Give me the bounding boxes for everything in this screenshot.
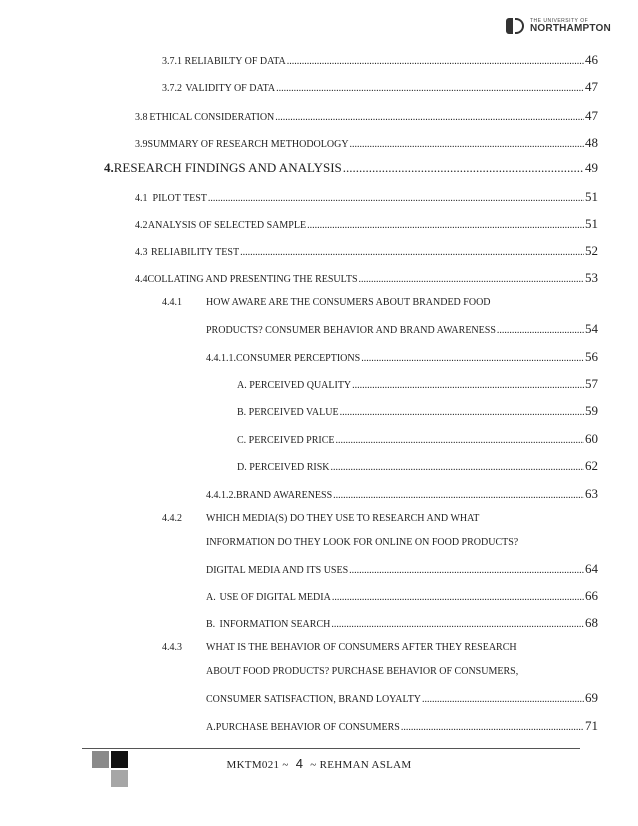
toc-page: 48 [585,135,598,150]
leader-dots [333,490,584,501]
toc-page: 46 [585,52,598,67]
toc-entry-4-4-1-line1[interactable] [162,297,491,308]
leader-dots [307,220,584,231]
toc-number: 4.4.1 [162,297,182,308]
leader-dots [331,619,584,630]
toc-entry-perceived-price[interactable] [237,431,598,447]
toc-number: 4. [104,160,114,175]
toc-entry-4-4-3-line2[interactable] [206,666,518,677]
toc-entry-purchase-behavior[interactable] [206,718,598,734]
toc-entry-3-9[interactable] [135,135,598,151]
toc-number: A. [206,722,216,733]
toc-number: 4.2 [135,220,148,231]
toc-title: PURCHASE BEHAVIOR OF CONSUMERS [215,722,400,733]
toc-title: WHICH MEDIA(S) DO THEY USE TO RESEARCH AND WHAT [206,513,480,524]
toc-entry-4-4-2-line1[interactable] [162,513,479,524]
footer-square-light [111,770,128,787]
toc-entry-4[interactable] [104,160,598,176]
toc-entry-use-of-digital-media[interactable] [206,588,598,604]
toc-title: ABOUT FOOD PRODUCTS? PURCHASE BEHAVIOR OF CONSUMERS, [206,666,519,677]
toc-title: CONSUMER SATISFACTION, BRAND LOYALTY [206,694,422,705]
toc-number: 4.3 [135,247,148,258]
leader-dots [208,193,584,204]
university-logo [506,14,618,38]
toc-title: WHAT IS THE BEHAVIOR OF CONSUMERS AFTER THEY RESEARCH [206,642,517,653]
toc-entry-information-search[interactable] [206,615,598,631]
toc-title: INFORMATION DO THEY LOOK FOR ONLINE ON FOOD PRODUCTS? [206,537,519,548]
toc-number: 3.8 [135,112,148,123]
leader-dots [422,694,584,705]
leader-dots [350,139,584,150]
toc-page: 68 [585,615,598,630]
toc-title: COLLATING AND PRESENTING THE RESULTS [147,274,358,285]
toc-entry-perceived-risk[interactable] [237,458,598,474]
leader-dots [276,83,584,94]
toc-page: 47 [585,108,598,123]
toc-title: INFORMATION SEARCH [219,619,331,630]
toc-page: 59 [585,403,598,418]
toc-page: 62 [585,458,598,473]
leader-dots [287,56,584,67]
toc-number: 4.4.1.2. [206,490,236,501]
leader-dots [240,247,584,258]
toc-number: 3.7.1 [162,56,182,67]
toc-title: SUMMARY OF RESEARCH METHODOLOGY [147,139,349,150]
logo-line-1: THE UNIVERSITY OF [530,17,589,24]
leader-dots [343,160,584,176]
toc-page: 49 [585,160,598,175]
toc-title: HOW AWARE ARE THE CONSUMERS ABOUT BRANDED FOOD [206,297,491,308]
toc-page: 66 [585,588,598,603]
leader-dots [331,462,584,473]
toc-title: RESEARCH FINDINGS AND ANALYSIS [113,160,342,175]
toc-title: C. PERCEIVED PRICE [237,435,335,446]
toc-entry-4-4-2-line2[interactable] [206,537,518,548]
logo-line-2: NORTHAMPTON [530,22,611,34]
toc-title: ANALYSIS OF SELECTED SAMPLE [147,220,307,231]
toc-number: B. [206,619,216,630]
footer-course-code: MKTM021 ~ [226,759,289,771]
leader-dots [349,565,584,576]
toc-entry-4-4-1-1[interactable] [206,349,598,365]
toc-title: RELIABILITY TEST [151,247,240,258]
leader-dots [352,380,584,391]
toc-number: 4.4.1.1. [206,353,236,364]
toc-title: RELIABILTY OF DATA [184,56,286,67]
toc-entry-perceived-value[interactable] [237,403,598,419]
toc-page: 54 [585,321,598,336]
toc-number: 4.4.2 [162,513,182,524]
toc-entry-4-4[interactable] [135,270,598,286]
toc-page: 69 [585,690,598,705]
toc-entry-3-7-1[interactable] [162,52,598,68]
leader-dots [340,407,584,418]
toc-page: 64 [585,561,598,576]
toc-number: 4.4.3 [162,642,182,653]
toc-title: VALIDITY OF DATA [185,83,276,94]
toc-page: 51 [585,189,598,204]
toc-entry-4-2[interactable] [135,216,598,232]
toc-number: 3.7.2 [162,83,182,94]
leader-dots [336,435,584,446]
footer-page-number: 4 [295,756,304,771]
toc-title: PILOT TEST [152,193,207,204]
toc-page: 63 [585,486,598,501]
toc-page: 52 [585,243,598,258]
toc-entry-4-4-2-line3[interactable] [206,561,598,577]
toc-entry-4-4-1-2[interactable] [206,486,598,502]
toc-page: 60 [585,431,598,446]
toc-page: 51 [585,216,598,231]
toc-number: 3.9 [135,139,148,150]
footer-author: ~ REHMAN ASLAM [310,759,412,771]
toc-page: 57 [585,376,598,391]
footer-text [0,756,638,771]
toc-entry-3-8[interactable] [135,108,598,124]
toc-entry-4-3[interactable] [135,243,598,259]
toc-page: 56 [585,349,598,364]
toc-page: 71 [585,718,598,733]
toc-entry-4-4-3-line1[interactable] [162,642,517,653]
toc-entry-perceived-quality[interactable] [237,376,598,392]
toc-number: 4.4 [135,274,148,285]
toc-entry-4-4-1-line2[interactable] [206,321,598,337]
toc-title: A. PERCEIVED QUALITY [237,380,352,391]
toc-entry-3-7-2[interactable] [162,79,598,95]
leader-dots [401,722,584,733]
toc-title: DIGITAL MEDIA AND ITS USES [206,565,349,576]
toc-title: CONSUMER PERCEPTIONS [236,353,361,364]
leader-dots [275,112,584,123]
toc-entry-4-1[interactable] [135,189,598,205]
leader-dots [332,592,584,603]
toc-title: BRAND AWARENESS [236,490,333,501]
toc-title: USE OF DIGITAL MEDIA [219,592,331,603]
leader-dots [359,274,584,285]
toc-title: D. PERCEIVED RISK [237,462,330,473]
toc-number: A. [206,592,216,603]
toc-title: B. PERCEIVED VALUE [237,407,339,418]
leader-dots [361,353,584,364]
northampton-logo-icon [506,16,526,36]
toc-title: PRODUCTS? CONSUMER BEHAVIOR AND BRAND AWARENESS [206,325,496,336]
toc-page: 47 [585,79,598,94]
footer-divider [82,748,580,749]
toc-number: 4.1 [135,193,148,204]
leader-dots [497,325,584,336]
toc-title: ETHICAL CONSIDERATION [149,112,275,123]
toc-page: 53 [585,270,598,285]
toc-entry-4-4-3-line3[interactable] [206,690,598,706]
